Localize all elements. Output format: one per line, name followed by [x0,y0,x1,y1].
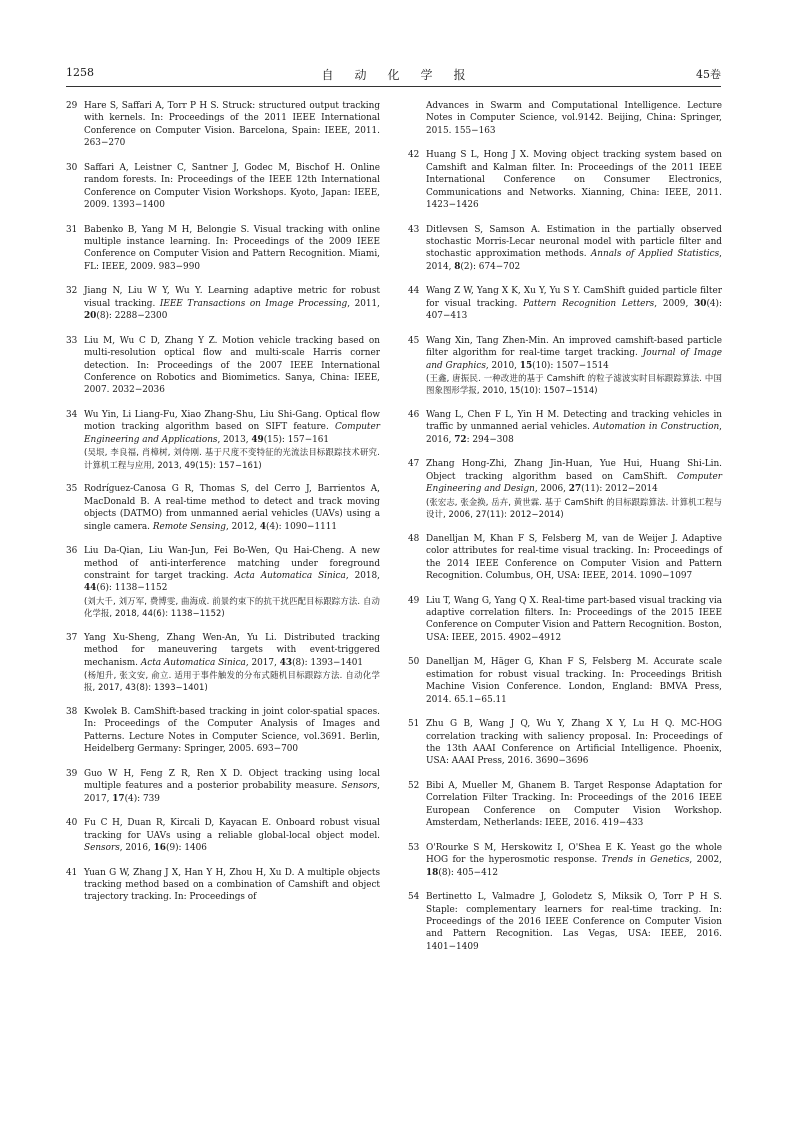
volume-number: 8 [454,261,461,272]
reference-text: Wu Yin, Li Liang-Fu, Xiao Zhang-Shu, Liu Shi-Gang. Optical flow motion tracking algorithm based on SIFT feature. [84,410,380,433]
reference-text: Jiang N, Liu W Y, Wu Y. Learning adaptive metric for robust visual tracking. [84,286,380,309]
reference-text: Huang S L, Hong J X. Moving object tracking system based on Camshift and Kalman filter. In: Proceedings of the 2011 IEEE International Conference on Consumer Electronics, Communications and Networks. Xianning, China: IEEE, 2011. 1423−1426 [426,150,722,211]
reference-text: , 2016, [119,842,154,853]
reference-text: O'Rourke S M, Herskowitz I, O'Shea E K. Yeast go the whole HOG for the hyperosmotic response. [426,842,722,866]
reference-number: 48 [408,533,420,544]
reference-number: 51 [408,719,420,730]
reference-text: , 2014, [426,249,722,272]
volume-number: 4 [259,521,267,532]
reference-text: Saffari A, Leistner C, Santner J, Godec M, Bischof H. Online random forests. In: Proceedings of the IEEE 12th International Conference on Computer Vision Workshops. Kyoto, Japan: IEEE, 2009. 1393−1400 [84,162,380,211]
reference-text: Wang L, Chen F L, Yin H M. Detecting and tracking vehicles in traffic by unmanned aerial vehicles. [426,410,722,433]
reference-number: 49 [408,595,420,606]
journal-name: Acta Automatica Sinica [234,570,346,581]
reference-text: (4): 739 [124,793,160,804]
reference-entry [408,224,722,274]
reference-text: Wang Xin, Tang Zhen-Min. An improved camshift-based particle filter algorithm for real-time target tracking. [426,335,722,359]
reference-text: (8): 1393−1401 [292,657,364,668]
reference-entry [66,285,380,322]
reference-entry [66,335,380,397]
reference-text: (6): 1138−1152 [96,583,168,594]
reference-text: , 2006, [534,484,569,495]
reference-text: , 2009, [654,298,695,309]
reference-text: Kwolek B. CamShift-based tracking in joint color-spatial spaces. In: Proceedings of the Computer Analysis of Images and Patterns. Lecture Notes in Computer Science, vol.3691. Berlin, Heidelberg Germany: Springer, 2005. 693−700 [84,706,380,755]
reference-text: , 2002, [689,855,722,866]
reference-text: Wang Z W, Yang X K, Xu Y, Yu S Y. CamShift guided particle filter for visual tracking. [426,286,722,309]
reference-entry [408,842,722,879]
volume-number: 27 [568,484,582,495]
reference-entry [408,285,722,322]
reference-entry [408,891,722,953]
reference-entry [66,100,380,150]
reference-text: Liu Da-Qian, Liu Wan-Jun, Fei Bo-Wen, Qu Hai-Cheng. A new method of anti-interference matching under foreground constraint for target tracking. [84,546,380,581]
reference-text: (10): 1507−1514 [532,360,609,371]
reference-number: 30 [66,162,78,173]
reference-entry [66,817,380,854]
journal-title: 自动化学报 [321,68,487,82]
reference-entry [408,595,722,645]
reference-number: 40 [66,818,78,829]
reference-text: (8): 2288−2300 [96,311,168,322]
volume-number: 30 [694,298,707,309]
reference-number: 34 [66,410,78,421]
reference-text: Guo W H, Feng Z R, Ren X D. Object tracking using local multiple features and a posterior probability measure. [84,768,380,792]
reference-entry [66,162,380,212]
reference-text: : 294−308 [466,434,514,445]
chinese-citation: (王鑫, 唐振民. 一种改进的基于 Camshift 的粒子滤波实时目标跟踪算法. 中国图象图形学报, 2010, 15(10): 1507−1514) [426,373,722,396]
references-right-column [408,100,722,965]
reference-number: 45 [408,335,420,346]
journal-name: IEEE Transactions on Image Processing [159,298,348,309]
reference-text: Zhu G B, Wang J Q, Wu Y, Zhang X Y, Lu H Q. MC-HOG correlation tracking with saliency proposal. In: Proceedings of the 13th AAAI Conference on Artificial Intelligence. Phoenix, USA: AAAI Press, 2016. 3690−3696 [426,719,722,767]
page-number: 1258 [66,66,94,79]
reference-entry [66,224,380,274]
reference-text: (2): 674−702 [460,261,521,272]
reference-number: 33 [66,335,78,346]
reference-entry [66,768,380,805]
header-rule [66,86,721,87]
reference-entry [408,533,722,583]
chinese-citation: (张宏志, 张金换, 岳卉, 黄世霖. 基于 CamShift 的目标跟踪算法. 计算机工程与设计, 2006, 27(11): 2012−2014) [426,496,722,520]
reference-text: Zhang Hong-Zhi, Zhang Jin-Huan, Yue Hui, Huang Shi-Lin. Object tracking algorithm based on CamShift. [426,459,722,482]
reference-number: 39 [66,768,78,779]
reference-number: 53 [408,842,420,853]
reference-text: Danelljan M, Häger G, Khan F S, Felsberg M. Accurate scale estimation for robust visual tracking. In: Proceedings British Machine Vision Conference. London, England: BMVA Press, 2014. 65.1−65.11 [426,657,722,705]
reference-number: 43 [408,224,420,235]
journal-name: Trends in Genetics [601,855,690,866]
reference-number: 31 [66,224,78,235]
chinese-citation: (吴垠, 李良福, 肖樟树, 刘侍刚. 基于尺度不变特征的光流法目标跟踪技术研究. 计算机工程与应用, 2013, 49(15): 157−161) [84,447,380,470]
reference-text: Danelljan M, Khan F S, Felsberg M, van de Weijer J. Adaptive color attributes for real-time visual tracking. In: Proceedings of the 2014 IEEE Conference on Computer Vision and Pattern Recognition. Columbus, OH, USA: IEEE, 2014. 1090−1097 [426,533,722,581]
reference-text: , 2018, [345,570,380,581]
reference-number: 44 [408,286,420,297]
volume-label: 45卷 [696,68,721,81]
reference-text: Bertinetto L, Valmadre J, Golodetz S, Miksik O, Torr P H S. Staple: complementary learners for real-time tracking. In: Proceedings of the 2016 IEEE Conference on Computer Vision and Pattern Recognition. Las Vegas, USA: IEEE, 2016. 1401−1409 [426,892,722,952]
chinese-citation: (刘大千, 刘万军, 费博雯, 曲海成. 前景约束下的抗干扰匹配目标跟踪方法. 自动化学报, 2018, 44(6): 1138−1152) [84,595,380,619]
reference-entry [408,100,722,137]
journal-name: Annals of Applied Statistics [590,249,720,260]
reference-number: 32 [66,286,78,297]
reference-text: (8): 405−412 [438,867,499,878]
volume-number: 17 [112,793,125,804]
reference-entry [66,483,380,533]
reference-number: 36 [66,546,78,557]
reference-number: 35 [66,484,78,495]
reference-text: , 2013, [217,434,252,445]
reference-text: Liu T, Wang G, Yang Q X. Real-time part-based visual tracking via adaptive correlation filters. In: Proceedings of the 2015 IEEE Conference on Computer Vision and Pattern Recognition. Boston, USA: IEEE, 2015. 4902−4912 [426,595,722,643]
reference-text: (9): 1406 [165,842,207,853]
journal-name: Computer Engineering and Design [426,471,722,495]
reference-text: (4): 1090−1111 [266,521,338,532]
reference-text: Advances in Swarm and Computational Intelligence. Lecture Notes in Computer Science, vol.9142. Beijing, China: Springer, 2015. 155−163 [426,101,722,136]
reference-number: 38 [66,706,78,717]
reference-text: , 2012, [225,521,260,532]
reference-text: Bibi A, Mueller M, Ghanem B. Target Response Adaptation for Correlation Filter Tracking. In: Proceedings of the 2016 IEEE European Conference on Computer Vision Workshop. Amsterdam, Netherlands: IEEE, 2016. 419−433 [426,780,722,829]
reference-text: (11): 2012−2014 [581,484,658,495]
volume-number: 49 [251,434,264,445]
journal-name: Pattern Recognition Letters [523,298,655,309]
reference-text: Babenko B, Yang M H, Belongie S. Visual tracking with online multiple instance learning. In: Proceedings of the 2009 IEEE Conference on Computer Vision and Pattern Recognition. Miami, FL: IEEE, 2009. 983−990 [84,224,380,272]
reference-entry [408,149,722,211]
reference-entry [408,718,722,768]
journal-name: Sensors [84,842,120,853]
volume-number: 15 [519,360,533,371]
reference-number: 37 [66,632,78,643]
reference-text: , 2017, [245,657,280,668]
reference-number: 47 [408,459,420,470]
reference-number: 41 [66,867,78,878]
reference-entry [408,780,722,830]
references-left-column [66,100,380,916]
reference-text: Yuan G W, Zhang J X, Han Y H, Zhou H, Xu D. A multiple objects tracking method based on a combination of Camshift and object trajectory tracking. In: Proceedings of [84,867,380,903]
volume-number: 20 [84,311,97,322]
reference-number: 54 [408,892,420,903]
journal-name: Computer Engineering and Applications [84,422,380,445]
reference-entry [66,706,380,756]
reference-entry [66,632,380,694]
reference-entry [408,656,722,706]
reference-entry [66,545,380,619]
volume-number: 18 [426,867,439,878]
reference-entry [66,867,380,904]
reference-number: 42 [408,150,420,161]
reference-number: 29 [66,101,78,111]
reference-text: , 2011, [347,298,380,309]
reference-text: (4): 407−413 [426,298,723,322]
reference-text: , 2010, [485,360,520,371]
volume-number: 44 [84,583,97,594]
volume-number: 43 [279,657,293,668]
reference-entry [408,409,722,446]
chinese-citation: (杨旭升, 张文安, 俞立. 适用于事件触发的分布式随机目标跟踪方法. 自动化学报, 2017, 43(8): 1393−1401) [84,669,380,693]
reference-number: 50 [408,657,420,668]
journal-name: Journal of Image and Graphics [426,348,723,371]
journal-name: Sensors [341,781,378,792]
journal-name: Acta Automatica Sinica [140,657,246,668]
reference-number: 52 [408,780,420,791]
reference-text: , 2017, [84,781,380,804]
reference-entry [408,458,722,520]
reference-text: , 2016, [426,422,722,445]
reference-text: Liu M, Wu C D, Zhang Y Z. Motion vehicle tracking based on multi-resolution optical flow and multi-scale Harris corner detection. In: Proceedings of the 2007 IEEE International Conference on Robotics and Biomimetics. Sanya, China: IEEE, 2007. 2032−2036 [84,335,380,396]
journal-name: Remote Sensing [152,521,226,532]
reference-text: Hare S, Saffari A, Torr P H S. Struck: structured output tracking with kernels. In: Proceedings of the 2011 IEEE International Conference on Computer Vision. Barcelona, Spain: IEEE, 2011. 263−270 [84,101,380,149]
reference-text: Ditlevsen S, Samson A. Estimation in the partially observed stochastic Morris-Lecar neuronal model with particle filter and stochastic approximation methods. [426,224,722,260]
volume-number: 72 [454,434,467,445]
reference-number: 46 [408,410,420,421]
reference-text: (15): 157−161 [263,434,330,445]
reference-entry [66,409,380,471]
volume-number: 16 [153,842,166,853]
reference-text: Fu C H, Duan R, Kircali D, Kayacan E. Onboard robust visual tracking for UAVs using a reliable global-local object model. [84,818,380,841]
reference-text: Yang Xu-Sheng, Zhang Wen-An, Yu Li. Distributed tracking method for maneuvering targets with event-triggered mechanism. [84,632,380,668]
running-header [66,66,721,84]
journal-name: Automation in Construction [593,422,720,433]
reference-entry [408,335,722,397]
reference-text: Rodríguez-Canosa G R, Thomas S, del Cerro J, Barrientos A, MacDonald B. A real-time method to detect and track moving objects (DATMO) from unmanned aerial vehicles (UAVs) using a single camera. [84,484,380,532]
